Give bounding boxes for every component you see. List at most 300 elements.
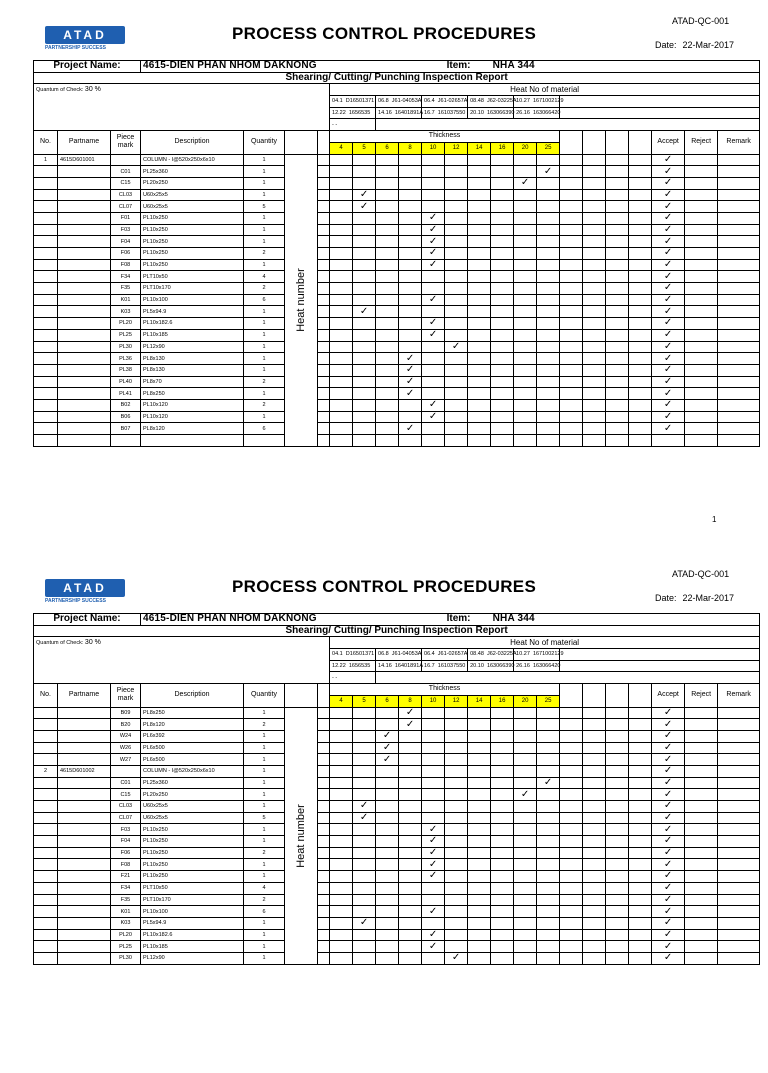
thickness-check-4	[330, 236, 353, 248]
thickness-check-20	[514, 754, 537, 766]
check-mark-icon: ✓	[663, 870, 673, 882]
row-extra	[583, 894, 606, 906]
row-extra	[583, 719, 606, 731]
check-mark-icon: ✓	[663, 858, 673, 870]
thickness-check-10	[422, 376, 445, 388]
row-description: PL12x90	[141, 341, 244, 353]
col-extra	[606, 131, 629, 154]
thickness-check-8	[399, 166, 422, 178]
row-extra	[629, 388, 652, 400]
row-remark	[718, 730, 760, 742]
col-quantity: Quantity	[244, 131, 285, 154]
row-description: PL6x500	[141, 754, 244, 766]
blank-cell	[34, 660, 330, 672]
row-no	[34, 423, 58, 435]
heat-empty	[560, 649, 760, 661]
row-quantity: 1	[244, 742, 285, 754]
row-piece-mark: PL20	[111, 318, 141, 330]
date-label: Date:	[655, 593, 677, 603]
thickness-check-25	[537, 859, 560, 871]
row-extra	[606, 353, 629, 365]
row-description: PL8x250	[141, 707, 244, 719]
check-mark-icon: ✓	[663, 375, 673, 387]
thickness-check-16	[491, 177, 514, 189]
check-mark-icon: ✓	[405, 375, 415, 387]
row-quantity: 1	[244, 765, 285, 777]
row-no	[34, 353, 58, 365]
thickness-check-6	[376, 812, 399, 824]
row-accept	[652, 353, 685, 365]
thickness-check-8	[399, 882, 422, 894]
thickness-check-12	[445, 707, 468, 719]
thickness-check-4	[330, 189, 353, 201]
row-remark	[718, 824, 760, 836]
quantum-label: Quantum of Check:	[36, 639, 84, 646]
check-mark-icon: ✓	[359, 800, 369, 812]
check-mark-icon: ✓	[663, 235, 673, 247]
heat-number-entry	[376, 107, 422, 119]
row-piece-mark: W26	[111, 742, 141, 754]
thickness-check-5	[353, 742, 376, 754]
heat-number-entry	[376, 660, 422, 672]
thickness-check-6	[376, 801, 399, 813]
check-mark-icon: ✓	[663, 270, 673, 282]
row-piece-mark: C01	[111, 166, 141, 178]
row-quantity: 2	[244, 894, 285, 906]
date-value: 22-Mar-2017	[682, 593, 735, 603]
heat-empty	[376, 119, 760, 131]
thickness-check-25	[537, 812, 560, 824]
row-extra	[560, 166, 583, 178]
row-piece-mark: F04	[111, 236, 141, 248]
row-extra	[629, 212, 652, 224]
thickness-check-25	[537, 248, 560, 260]
row-no	[34, 859, 58, 871]
table-row	[34, 189, 760, 201]
thickness-check-25	[537, 801, 560, 813]
thickness-check-12	[445, 388, 468, 400]
row-remark	[718, 742, 760, 754]
check-mark-icon: ✓	[405, 352, 415, 364]
row-description: PL6x500	[141, 742, 244, 754]
row-description: PL10x185	[141, 329, 244, 341]
thickness-check-16	[491, 859, 514, 871]
col-reject: Reject	[685, 684, 718, 707]
check-mark-icon: ✓	[520, 788, 530, 800]
col-no: No.	[34, 684, 58, 707]
thickness-check-6	[376, 212, 399, 224]
thickness-check-14	[468, 824, 491, 836]
row-extra	[583, 201, 606, 213]
row-piece-mark: B07	[111, 423, 141, 435]
row-quantity: 2	[244, 719, 285, 731]
row-no	[34, 812, 58, 824]
thickness-check-14	[468, 388, 491, 400]
thickness-check-20	[514, 765, 537, 777]
row-no	[34, 189, 58, 201]
row-quantity: 5	[244, 201, 285, 213]
row-extra	[583, 259, 606, 271]
row-quantity: 1	[244, 329, 285, 341]
thickness-check-14	[468, 166, 491, 178]
thickness-check-5	[353, 941, 376, 953]
thickness-check-10	[422, 824, 445, 836]
page-title: PROCESS CONTROL PROCEDURES	[232, 24, 537, 43]
heat-number: 1656535	[348, 663, 371, 670]
row-extra	[606, 364, 629, 376]
row-reject	[685, 871, 718, 883]
row-extra	[629, 882, 652, 894]
thickness-check-20	[514, 707, 537, 719]
row-extra	[606, 952, 629, 964]
row-extra	[629, 435, 652, 447]
thickness-check-4	[330, 306, 353, 318]
row-description	[141, 435, 244, 447]
thickness-check-14	[468, 812, 491, 824]
thickness-check-8	[399, 364, 422, 376]
table-row	[34, 224, 760, 236]
thickness-check-20	[514, 318, 537, 330]
row-description: PL10x120	[141, 411, 244, 423]
check-mark-icon: ✓	[451, 340, 461, 352]
thickness-check-4	[330, 154, 353, 166]
thickness-check-25	[537, 941, 560, 953]
thickness-check-5	[353, 177, 376, 189]
row-piece-mark: F01	[111, 212, 141, 224]
thickness-check-20	[514, 329, 537, 341]
table-row	[34, 248, 760, 260]
row-accept	[652, 871, 685, 883]
thickness-check-4	[330, 177, 353, 189]
col-description: Description	[141, 131, 244, 154]
thickness-check-14	[468, 259, 491, 271]
row-reject	[685, 754, 718, 766]
quantum-of-check	[34, 84, 330, 96]
row-narrow-blank	[318, 166, 330, 178]
row-extra	[629, 742, 652, 754]
thickness-check-14	[468, 765, 491, 777]
thickness-check-4	[330, 248, 353, 260]
row-reject	[685, 318, 718, 330]
row-extra	[629, 353, 652, 365]
row-quantity: 6	[244, 294, 285, 306]
row-extra	[583, 376, 606, 388]
row-extra	[606, 201, 629, 213]
row-accept	[652, 166, 685, 178]
check-mark-icon: ✓	[663, 282, 673, 294]
row-accept	[652, 777, 685, 789]
thickness-check-20	[514, 154, 537, 166]
row-extra	[560, 847, 583, 859]
row-extra	[560, 917, 583, 929]
thickness-check-5	[353, 388, 376, 400]
document-date	[655, 593, 734, 603]
row-narrow-blank	[318, 941, 330, 953]
row-partname	[58, 423, 111, 435]
row-no	[34, 283, 58, 295]
thickness-check-10	[422, 306, 445, 318]
thickness-check-12	[445, 812, 468, 824]
thickness-check-25	[537, 719, 560, 731]
row-extra	[629, 894, 652, 906]
row-piece-mark: PL41	[111, 388, 141, 400]
row-partname	[58, 941, 111, 953]
table-row	[34, 177, 760, 189]
thickness-5: 5	[353, 142, 376, 154]
row-extra	[606, 212, 629, 224]
row-accept	[652, 271, 685, 283]
row-accept	[652, 388, 685, 400]
row-remark	[718, 306, 760, 318]
row-remark	[718, 201, 760, 213]
row-extra	[583, 283, 606, 295]
check-mark-icon: ✓	[663, 223, 673, 235]
heat-number-entry: - -	[330, 119, 376, 131]
thickness-check-20	[514, 812, 537, 824]
thickness-check-12	[445, 906, 468, 918]
row-remark	[718, 212, 760, 224]
row-accept	[652, 882, 685, 894]
row-no	[34, 707, 58, 719]
thickness-check-5	[353, 777, 376, 789]
row-accept	[652, 411, 685, 423]
row-extra	[606, 754, 629, 766]
check-mark-icon: ✓	[663, 294, 673, 306]
row-extra	[560, 435, 583, 447]
row-narrow-blank	[318, 754, 330, 766]
row-accept	[652, 399, 685, 411]
row-accept	[652, 801, 685, 813]
row-description: PL8x130	[141, 364, 244, 376]
row-remark	[718, 941, 760, 953]
row-narrow-blank	[318, 707, 330, 719]
thickness-check-6	[376, 201, 399, 213]
row-partname	[58, 376, 111, 388]
thickness-check-14	[468, 777, 491, 789]
page-number: 1	[712, 515, 717, 524]
row-extra	[583, 271, 606, 283]
row-piece-mark: F06	[111, 847, 141, 859]
thickness-check-25	[537, 423, 560, 435]
row-reject	[685, 859, 718, 871]
row-quantity	[244, 435, 285, 447]
check-mark-icon: ✓	[428, 835, 438, 847]
thickness-check-25	[537, 917, 560, 929]
row-remark	[718, 847, 760, 859]
row-description: PLT10x50	[141, 882, 244, 894]
thickness-check-20	[514, 248, 537, 260]
row-extra	[560, 824, 583, 836]
check-mark-icon: ✓	[428, 235, 438, 247]
col-accept: Accept	[652, 684, 685, 707]
row-piece-mark: F34	[111, 271, 141, 283]
document-number: ATAD-QC-001	[672, 16, 730, 26]
table-row	[34, 271, 760, 283]
thickness-check-16	[491, 824, 514, 836]
row-reject	[685, 189, 718, 201]
row-narrow-blank	[318, 283, 330, 295]
thickness-check-6	[376, 882, 399, 894]
item-value: NHA 344	[491, 61, 760, 73]
check-mark-icon: ✓	[428, 870, 438, 882]
row-extra	[606, 388, 629, 400]
row-partname	[58, 859, 111, 871]
row-description: PL8x130	[141, 353, 244, 365]
thickness-check-8	[399, 154, 422, 166]
thickness-check-14	[468, 941, 491, 953]
thickness-check-20	[514, 847, 537, 859]
heat-number: 16401891A	[394, 110, 423, 117]
project-name-value: 4615-DIEN PHAN NHOM DAKNONG	[141, 61, 445, 73]
thickness-check-25	[537, 824, 560, 836]
table-row	[34, 801, 760, 813]
row-extra	[606, 906, 629, 918]
row-partname	[58, 353, 111, 365]
thickness-check-10	[422, 754, 445, 766]
row-remark	[718, 952, 760, 964]
check-mark-icon: ✓	[663, 165, 673, 177]
date-value: 22-Mar-2017	[682, 40, 735, 50]
blank-cell	[34, 107, 330, 119]
row-no	[34, 435, 58, 447]
thickness-check-12	[445, 836, 468, 848]
row-extra	[629, 306, 652, 318]
thickness-check-12	[445, 859, 468, 871]
thickness-20: 20	[514, 695, 537, 707]
thickness-check-14	[468, 364, 491, 376]
thickness-check-10	[422, 271, 445, 283]
thickness-12: 12	[445, 142, 468, 154]
row-reject	[685, 376, 718, 388]
row-extra	[560, 929, 583, 941]
inspection-table	[33, 613, 760, 965]
row-no	[34, 236, 58, 248]
row-partname	[58, 399, 111, 411]
row-no	[34, 917, 58, 929]
row-description: PL8x70	[141, 376, 244, 388]
row-extra	[583, 812, 606, 824]
row-piece-mark: F03	[111, 224, 141, 236]
thickness-check-8	[399, 212, 422, 224]
row-piece-mark: PL25	[111, 329, 141, 341]
row-reject	[685, 789, 718, 801]
thickness-check-12	[445, 423, 468, 435]
row-extra	[629, 294, 652, 306]
row-quantity: 1	[244, 824, 285, 836]
heat-number: J61-04053A	[391, 651, 422, 658]
table-row	[34, 411, 760, 423]
row-quantity: 4	[244, 882, 285, 894]
document-number: ATAD-QC-001	[672, 569, 730, 579]
thickness-5: 5	[353, 695, 376, 707]
row-extra	[583, 882, 606, 894]
row-extra	[583, 154, 606, 166]
row-extra	[560, 294, 583, 306]
col-blank	[285, 684, 318, 707]
row-no	[34, 259, 58, 271]
table-row	[34, 376, 760, 388]
row-extra	[606, 423, 629, 435]
thickness-16: 16	[491, 695, 514, 707]
row-remark	[718, 707, 760, 719]
thickness-check-6	[376, 952, 399, 964]
thickness-check-5	[353, 318, 376, 330]
row-extra	[583, 801, 606, 813]
row-partname	[58, 754, 111, 766]
thickness-check-20	[514, 353, 537, 365]
piece-mark-label: Piece mark	[116, 687, 135, 703]
thickness-check-25	[537, 871, 560, 883]
thickness-check-5	[353, 859, 376, 871]
thickness-check-16	[491, 376, 514, 388]
row-extra	[629, 166, 652, 178]
atad-logo	[45, 579, 125, 604]
check-mark-icon: ✓	[382, 730, 392, 742]
thickness-check-4	[330, 341, 353, 353]
thickness-check-25	[537, 742, 560, 754]
check-mark-icon: ✓	[663, 730, 673, 742]
row-partname	[58, 801, 111, 813]
row-accept	[652, 789, 685, 801]
row-extra	[606, 871, 629, 883]
row-description: PL20x250	[141, 789, 244, 801]
row-extra	[560, 236, 583, 248]
check-mark-icon: ✓	[663, 847, 673, 859]
thickness-8: 8	[399, 695, 422, 707]
row-reject	[685, 906, 718, 918]
row-no	[34, 836, 58, 848]
row-quantity: 1	[244, 730, 285, 742]
row-quantity: 2	[244, 376, 285, 388]
heat-number: 163066390	[486, 110, 515, 117]
row-extra	[629, 189, 652, 201]
thickness-check-5	[353, 917, 376, 929]
row-accept	[652, 859, 685, 871]
row-extra	[583, 236, 606, 248]
row-extra	[606, 236, 629, 248]
thickness-check-12	[445, 399, 468, 411]
check-mark-icon: ✓	[359, 305, 369, 317]
check-mark-icon: ✓	[663, 788, 673, 800]
row-description: PL10x100	[141, 294, 244, 306]
row-extra	[606, 177, 629, 189]
thickness-check-6	[376, 777, 399, 789]
row-no	[34, 318, 58, 330]
check-mark-icon: ✓	[663, 329, 673, 341]
logo-mark: ATAD	[45, 26, 125, 44]
check-mark-icon: ✓	[663, 835, 673, 847]
thickness-check-6	[376, 306, 399, 318]
heat-thickness: 06.4	[424, 651, 435, 658]
thickness-check-6	[376, 906, 399, 918]
check-mark-icon: ✓	[663, 317, 673, 329]
table-row	[34, 201, 760, 213]
thickness-check-5	[353, 801, 376, 813]
row-extra	[583, 707, 606, 719]
table-row	[34, 754, 760, 766]
thickness-check-4	[330, 882, 353, 894]
row-piece-mark: F08	[111, 859, 141, 871]
thickness-check-12	[445, 871, 468, 883]
row-remark	[718, 341, 760, 353]
row-accept	[652, 212, 685, 224]
col-reject: Reject	[685, 131, 718, 154]
row-extra	[629, 941, 652, 953]
thickness-check-6	[376, 248, 399, 260]
check-mark-icon: ✓	[405, 422, 415, 434]
thickness-check-5	[353, 201, 376, 213]
thickness-check-6	[376, 411, 399, 423]
